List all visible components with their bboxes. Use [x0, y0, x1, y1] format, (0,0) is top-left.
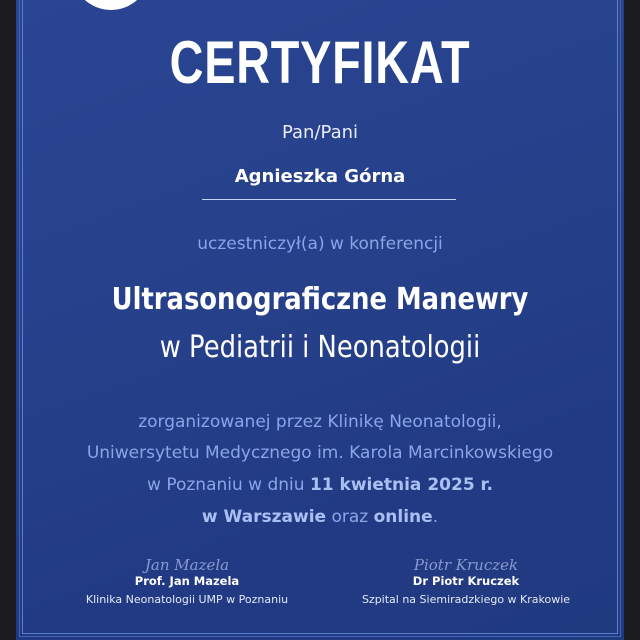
- participation-text: uczestniczył(a) w konferencji: [197, 234, 443, 254]
- certificate-title: CERTYFIKAT: [169, 29, 471, 96]
- signature-2: Piotr Kruczek: [413, 556, 519, 574]
- salutation: Pan/Pani: [281, 122, 359, 143]
- conjunction: oraz: [326, 507, 374, 527]
- participant-name: Agnieszka Górna: [234, 166, 406, 187]
- organizer-line2: Uniwersytetu Medycznego im. Karola Marcinkowskiego: [86, 443, 554, 463]
- signatory-name: Prof. Jan Mazela: [134, 574, 240, 588]
- signatory-name: Dr Piotr Kruczek: [412, 574, 520, 588]
- signature-1: Jan Mazela: [144, 556, 230, 574]
- event-online: online: [373, 507, 433, 527]
- conference-title-line2: w Pediatrii i Neonatologii: [159, 330, 481, 365]
- name-underline: [202, 199, 456, 200]
- certificate: [16, 0, 624, 640]
- signatory-2: [336, 556, 596, 606]
- signatory-1: [57, 556, 317, 606]
- signatory-affiliation: Szpital na Siemiradzkiego w Krakowie: [361, 593, 571, 606]
- signatory-affiliation: Klinika Neonatologii UMP w Poznaniu: [85, 593, 289, 606]
- event-date: 11 kwietnia 2025 r.: [309, 475, 493, 495]
- city-text: w Poznaniu w dniu: [147, 475, 310, 495]
- conference-title-line1: Ultrasonograficzne Manewry: [111, 282, 529, 317]
- event-place: w Warszawie: [201, 507, 327, 527]
- organizer-line4: [16, 507, 624, 527]
- organizer-line1: zorganizowanej przez Klinikę Neonatologii,: [138, 412, 502, 432]
- organizer-line3: [16, 475, 624, 495]
- period: .: [432, 507, 439, 527]
